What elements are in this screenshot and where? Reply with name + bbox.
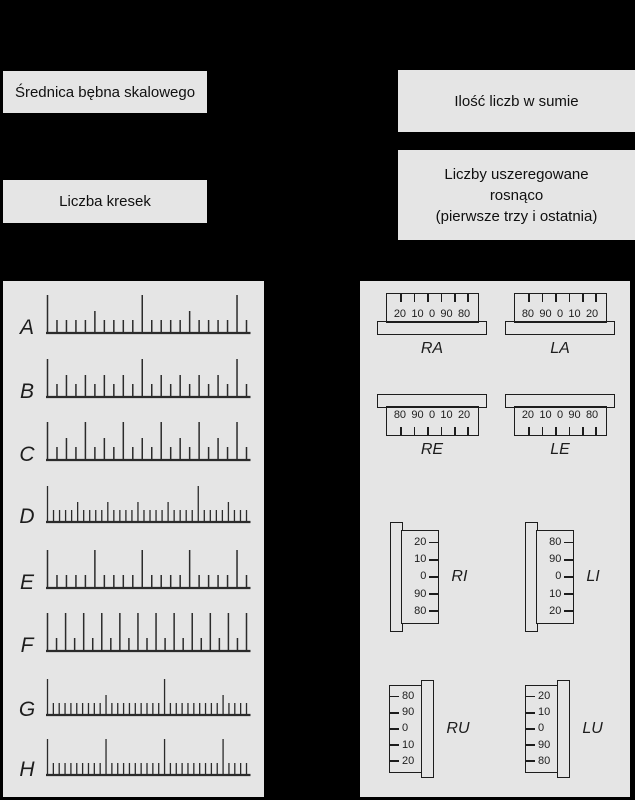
drum-base — [421, 680, 434, 778]
tick-mark — [429, 593, 438, 595]
drums-panel — [360, 281, 630, 797]
drum-number-row — [390, 740, 422, 751]
scale-row-A — [15, 291, 252, 339]
drum-number: 90 — [538, 738, 551, 751]
tick-mark — [564, 542, 573, 544]
tick-mark — [427, 294, 429, 302]
drum-number: 80 — [402, 690, 415, 703]
drum-number: 20 — [414, 536, 427, 549]
tick-mark — [526, 760, 535, 762]
drum-face — [514, 293, 607, 323]
tick-mark — [429, 559, 438, 561]
label-box-line-count-text: Liczba kresek — [59, 193, 151, 210]
drum-number: 0 — [428, 308, 436, 320]
drum-number-row — [402, 606, 438, 617]
drum-name-label: LE — [550, 441, 570, 459]
tick-mark — [582, 294, 584, 302]
tick-mark — [390, 728, 399, 730]
tick-mark — [526, 744, 535, 746]
drum-number: 10 — [411, 308, 424, 320]
drum-number: 0 — [402, 722, 409, 735]
tick-mark — [528, 294, 530, 302]
drum-number: 0 — [420, 570, 427, 583]
drum-number: 0 — [556, 409, 564, 422]
scales-panel — [3, 281, 264, 797]
scale-graduation-D — [46, 480, 252, 524]
tick-mark — [429, 542, 438, 544]
label-box-drum-diameter — [3, 71, 207, 113]
drum-number: 20 — [457, 409, 471, 422]
drum-number: 0 — [538, 722, 545, 735]
drum-number: 10 — [568, 308, 581, 320]
tick-mark — [414, 294, 416, 302]
scale-graduation-B — [46, 355, 252, 399]
label-box-sum-count-text: Ilość liczb w sumie — [454, 92, 579, 110]
tick-mark — [454, 294, 456, 302]
tick-mark — [429, 610, 438, 612]
drum-number: 20 — [538, 690, 551, 703]
drum-number: 10 — [402, 738, 415, 751]
drum-number: 80 — [549, 536, 562, 549]
drum-number-row — [402, 554, 438, 565]
scale-graduation-G — [46, 673, 252, 717]
scale-graduation-H — [46, 733, 252, 777]
drum-face — [386, 406, 479, 436]
drum-number: 10 — [440, 409, 453, 422]
tick-mark — [526, 728, 535, 730]
drum-name-label: RE — [420, 441, 444, 459]
drum-face — [386, 293, 479, 323]
drum-le — [505, 394, 615, 459]
drum-ru — [389, 680, 470, 778]
tick-mark — [441, 427, 443, 435]
drum-number-row — [402, 589, 438, 600]
drum-number-row — [526, 723, 558, 734]
tick-mark — [528, 427, 530, 435]
tick-mark — [595, 427, 597, 435]
tick-mark — [390, 744, 399, 746]
scale-graduation-A — [46, 291, 252, 335]
scale-row-H — [15, 733, 252, 781]
drum-number: 20 — [393, 308, 407, 320]
drum-name-label: RU — [446, 720, 470, 737]
drum-name-label: LU — [582, 720, 603, 737]
drum-number: 0 — [428, 409, 436, 422]
scale-label-D: D — [19, 505, 35, 528]
drum-number-row — [526, 740, 558, 751]
tick-mark — [582, 427, 584, 435]
tick-mark — [569, 427, 571, 435]
drum-number: 0 — [555, 570, 562, 583]
label-box-sorted-line-3: (pierwsze trzy i ostatnia) — [435, 207, 598, 225]
tick-mark — [400, 427, 402, 435]
drum-number: 10 — [539, 409, 552, 422]
tick-mark — [595, 294, 597, 302]
drum-number: 10 — [549, 587, 562, 600]
tick-mark — [569, 294, 571, 302]
drum-number-row — [537, 589, 573, 600]
drum-number-row — [526, 691, 558, 702]
tick-mark — [429, 576, 438, 578]
label-box-sorted-line-2: rosnąco — [489, 186, 544, 204]
tick-mark — [454, 427, 456, 435]
scale-row-D — [15, 480, 252, 528]
drum-name-label: LI — [586, 568, 600, 585]
drum-re — [377, 394, 487, 459]
tick-mark — [526, 696, 535, 698]
drum-number: 20 — [585, 308, 599, 320]
drum-name-label: LA — [550, 340, 570, 358]
scale-row-E — [15, 546, 252, 594]
scale-row-B — [15, 355, 252, 403]
drum-face — [389, 685, 423, 773]
drum-number-row — [537, 571, 573, 582]
drum-base — [377, 321, 487, 335]
drum-number-row — [526, 707, 558, 718]
drum-number: 90 — [414, 587, 427, 600]
scale-graduation-C — [46, 418, 252, 462]
drum-number-row — [390, 723, 422, 734]
label-box-sorted-line-1: Liczby uszeregowane — [444, 165, 589, 183]
tick-mark — [542, 427, 544, 435]
tick-mark — [467, 294, 469, 302]
tick-mark — [564, 610, 573, 612]
drum-la — [505, 293, 615, 358]
drum-number: 80 — [393, 409, 407, 422]
scale-label-B: B — [19, 380, 34, 403]
scale-row-F — [15, 609, 252, 657]
drum-number-row — [537, 606, 573, 617]
tick-mark — [555, 427, 557, 435]
drum-number-row — [402, 537, 438, 548]
scale-graduation-F — [46, 609, 252, 653]
drum-number: 90 — [568, 409, 581, 422]
drum-number: 80 — [538, 754, 551, 767]
drum-ri — [390, 522, 467, 632]
tick-mark — [390, 760, 399, 762]
scale-graduation-E — [46, 546, 252, 590]
drum-base — [505, 321, 615, 335]
scale-row-G — [15, 673, 252, 721]
tick-mark — [414, 427, 416, 435]
drum-face — [536, 530, 574, 624]
tick-mark — [564, 593, 573, 595]
drum-base — [557, 680, 570, 778]
drum-numbers — [517, 409, 604, 421]
scale-row-C — [15, 418, 252, 466]
label-box-line-count — [3, 180, 207, 223]
label-box-sum-count — [398, 70, 635, 132]
drum-number: 80 — [585, 409, 599, 422]
drum-number: 20 — [402, 754, 415, 767]
drum-face — [525, 685, 559, 773]
drum-number: 90 — [440, 308, 453, 320]
drum-number: 20 — [549, 604, 562, 617]
drum-name-label: RI — [451, 568, 468, 585]
drum-number: 90 — [402, 706, 415, 719]
tick-mark — [390, 712, 399, 714]
drum-ra — [377, 293, 487, 358]
drum-number: 90 — [411, 409, 424, 422]
drum-number: 0 — [556, 308, 564, 320]
drum-face — [401, 530, 439, 624]
drum-number-row — [402, 571, 438, 582]
drum-lu — [525, 680, 603, 778]
drum-number-row — [537, 537, 573, 548]
drum-numbers — [389, 308, 476, 320]
drum-number: 80 — [457, 308, 471, 320]
label-box-sorted-numbers — [398, 150, 635, 240]
drum-number: 90 — [539, 308, 552, 320]
scale-label-C: C — [19, 443, 35, 466]
drum-numbers — [389, 409, 476, 421]
drum-number-row — [390, 707, 422, 718]
drum-number-row — [390, 691, 422, 702]
drum-numbers — [517, 308, 604, 320]
tick-mark — [441, 294, 443, 302]
tick-mark — [467, 427, 469, 435]
drum-number: 80 — [521, 308, 535, 320]
scale-label-A: A — [19, 316, 34, 339]
drum-li — [525, 522, 600, 632]
tick-mark — [427, 427, 429, 435]
tick-mark — [400, 294, 402, 302]
scale-label-H: H — [19, 758, 35, 781]
label-box-drum-diameter-text: Średnica bębna skalowego — [14, 83, 196, 101]
drum-number: 90 — [549, 553, 562, 566]
tick-mark — [555, 294, 557, 302]
tick-mark — [542, 294, 544, 302]
tick-mark — [564, 576, 573, 578]
drum-number-row — [526, 756, 558, 767]
drum-face — [514, 406, 607, 436]
tick-mark — [390, 696, 399, 698]
drum-number-row — [537, 554, 573, 565]
scale-label-G: G — [18, 698, 36, 721]
drum-number-row — [390, 756, 422, 767]
drum-number: 80 — [414, 604, 427, 617]
drum-number: 10 — [538, 706, 551, 719]
scale-label-F: F — [20, 634, 34, 657]
drum-number: 20 — [521, 409, 535, 422]
tick-mark — [564, 559, 573, 561]
tick-mark — [526, 712, 535, 714]
drum-number: 10 — [414, 553, 427, 566]
scale-label-E: E — [19, 571, 34, 594]
drum-name-label: RA — [420, 340, 444, 358]
